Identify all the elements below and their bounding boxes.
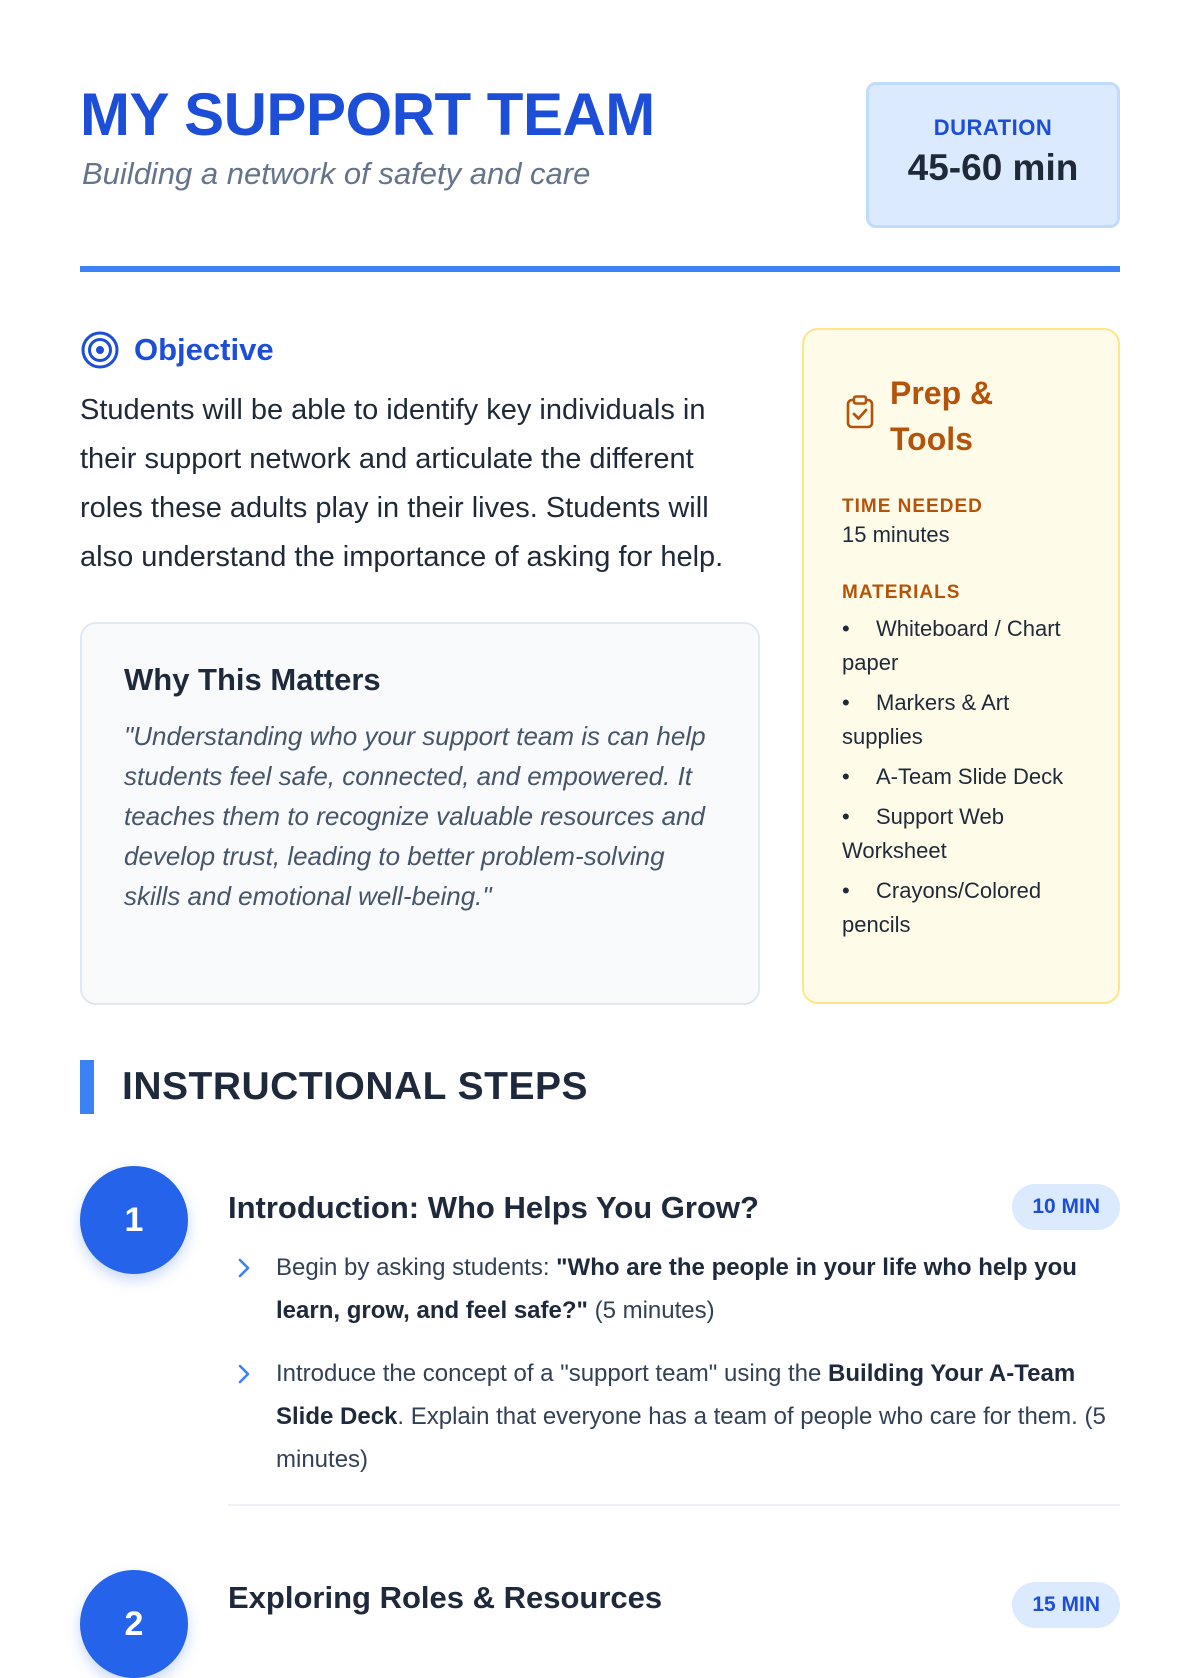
- objective-heading: [80, 328, 760, 372]
- step-duration-badge: 15 MIN: [1012, 1582, 1120, 1628]
- step-duration-badge: 10 MIN: [1012, 1184, 1120, 1230]
- page-subtitle: Building a network of safety and care: [82, 156, 591, 191]
- step-title: Exploring Roles & Resources: [228, 1580, 663, 1615]
- step-number-badge: 2: [80, 1570, 188, 1678]
- step-number-badge: 1: [80, 1166, 188, 1274]
- step-item: Introduce the concept of a "support team" using the Building Your A-Team Slide Deck. Explain that everyone has a team of people who care for them. (5 minutes): [228, 1352, 1120, 1481]
- header-divider: [80, 266, 1120, 272]
- time-needed-value: 15 minutes: [842, 522, 950, 547]
- steps-accent-bar: [80, 1060, 94, 1114]
- target-icon: [80, 330, 120, 370]
- prep-title: Prep & Tools: [890, 375, 994, 457]
- bullet-icon: •: [842, 616, 850, 641]
- step-items: [228, 1246, 1120, 1501]
- material-item: • A-Team Slide Deck: [842, 760, 1080, 794]
- why-this-matters-card: [80, 622, 760, 1005]
- duration-box: [866, 82, 1120, 228]
- clipboard-check-icon: [842, 394, 878, 430]
- prep-tools-card: [802, 328, 1120, 1004]
- header: [80, 80, 1120, 230]
- bullet-icon: •: [842, 690, 850, 715]
- objective-text: Students will be able to identify key individuals in their support network and articulate the different roles these adults play in their lives. Students will also understand the importance of asking for help.: [80, 394, 724, 573]
- materials-label: MATERIALS: [842, 582, 961, 603]
- duration-label: DURATION: [933, 115, 1053, 140]
- bullet-icon: •: [842, 764, 850, 789]
- chevron-right-icon: [234, 1257, 254, 1279]
- chevron-right-icon: [234, 1363, 254, 1385]
- prep-heading: [842, 370, 1080, 462]
- step-title: Introduction: Who Helps You Grow?: [228, 1190, 759, 1225]
- duration-value: 45-60 min: [907, 147, 1079, 188]
- material-item: • Crayons/Colored pencils: [842, 874, 1080, 942]
- bullet-icon: •: [842, 878, 850, 903]
- material-item: • Markers & Art supplies: [842, 686, 1080, 754]
- material-item: • Support Web Worksheet: [842, 800, 1080, 868]
- step-2: [80, 1570, 1120, 1643]
- why-quote: "Understanding who your support team is can help students feel safe, connected, and empowered. It teaches them to recognize valuable resources and develop trust, leading to better problem-solving skills and emotional well-being.": [124, 721, 706, 911]
- steps-heading: [80, 1060, 588, 1114]
- time-needed-label: TIME NEEDED: [842, 496, 983, 517]
- page-title: MY SUPPORT TEAM: [80, 81, 655, 148]
- objective-title: Objective: [134, 332, 274, 367]
- step-divider: [228, 1504, 1120, 1506]
- materials-list: [842, 612, 1080, 942]
- why-title: Why This Matters: [124, 662, 381, 697]
- material-item: • Whiteboard / Chart paper: [842, 612, 1080, 680]
- step-item: Begin by asking students: "Who are the people in your life who help you learn, grow, and feel safe?" (5 minutes): [228, 1246, 1120, 1332]
- bullet-icon: •: [842, 804, 850, 829]
- steps-title: INSTRUCTIONAL STEPS: [122, 1065, 588, 1108]
- objective-section: [80, 328, 760, 582]
- step-1: [80, 1166, 1120, 1526]
